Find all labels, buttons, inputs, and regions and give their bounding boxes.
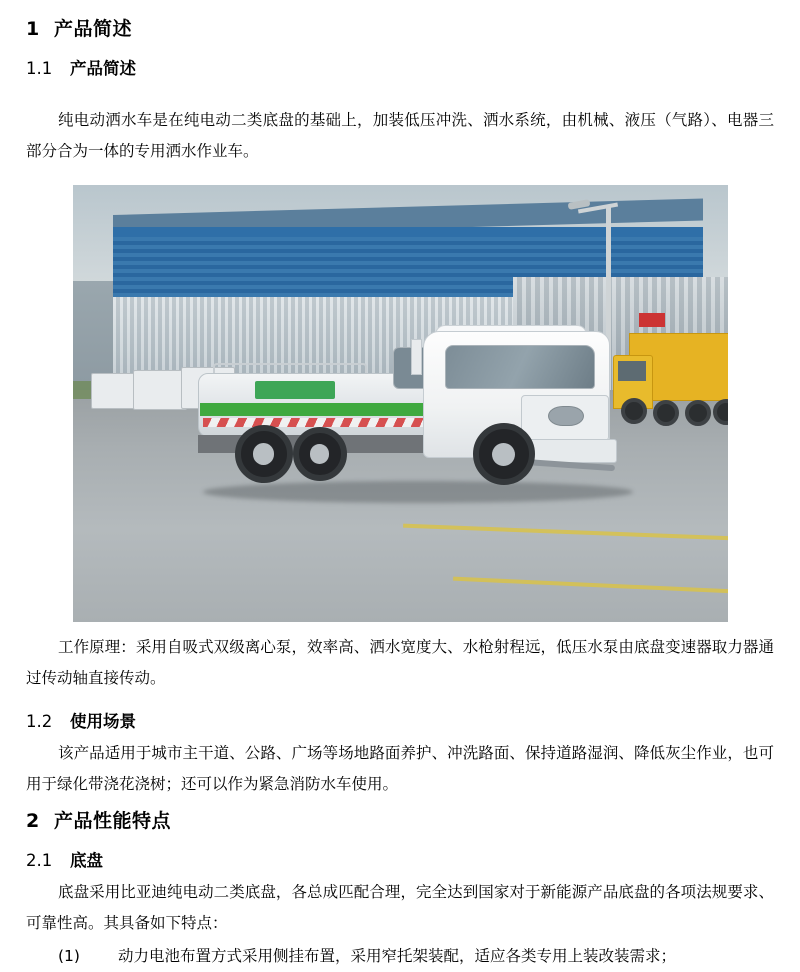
figure-caption-working-principle: 工作原理：采用自吸式双级离心泵，效率高、洒水宽度大、水枪射程远，低压水泵由底盘变速器取力器通过传动轴直接传动。 bbox=[26, 638, 774, 687]
cab-windshield bbox=[445, 345, 595, 389]
rear-wheel bbox=[235, 425, 293, 483]
dump-truck-wheel bbox=[685, 400, 711, 426]
heading-1-2-number: 1.2 bbox=[26, 712, 53, 731]
heading-1-2-usage-scenarios bbox=[26, 708, 774, 732]
heading-1-1-number: 1.1 bbox=[26, 59, 53, 78]
heading-2-1-number: 2.1 bbox=[26, 851, 53, 870]
figure-sprinkler-truck bbox=[26, 185, 774, 622]
truck-shadow bbox=[203, 481, 633, 503]
heading-2-1-chassis bbox=[26, 847, 774, 871]
tank-reflective-stripes bbox=[203, 418, 423, 427]
tank-green-stripe bbox=[200, 403, 426, 416]
tank-logo bbox=[255, 381, 335, 399]
heading-2-1-title: 底盘 bbox=[70, 851, 103, 870]
wheel-hub bbox=[310, 444, 329, 463]
sprinkler-truck bbox=[143, 303, 663, 518]
heading-1-number: 1 bbox=[26, 18, 40, 40]
brand-badge bbox=[548, 406, 584, 426]
paragraph-usage-scenarios: 该产品适用于城市主干道、公路、广场等场地路面养护、冲洗路面、保持道路湿润、降低灰尘作业，也可用于绿化带浇花浇树；还可以作为紧急消防水车使用。 bbox=[26, 744, 774, 793]
heading-1-1-product-overview bbox=[26, 55, 774, 79]
heading-1-2-title: 使用场景 bbox=[70, 712, 136, 731]
front-wheel bbox=[473, 423, 535, 485]
wheel-hub bbox=[492, 443, 515, 466]
wheel-hub bbox=[253, 443, 274, 464]
heading-1-title: 产品简述 bbox=[54, 18, 133, 40]
truck-photograph bbox=[73, 185, 728, 622]
heading-2-title: 产品性能特点 bbox=[54, 810, 172, 832]
background-vehicle bbox=[91, 373, 139, 409]
paragraph-chassis-description: 底盘采用比亚迪纯电动二类底盘，各总成匹配合理，完全达到国家对于新能源产品底盘的各项法规要求、可靠性高。其具备如下特点： bbox=[26, 883, 774, 932]
heading-1-1-title: 产品简述 bbox=[70, 59, 136, 78]
heading-1-product-overview bbox=[26, 14, 774, 41]
heading-2-number: 2 bbox=[26, 810, 40, 832]
list-item-text: 动力电池布置方式采用侧挂布置，采用窄托架装配，适应各类专用上装改装需求； bbox=[117, 947, 676, 965]
heading-2-product-performance bbox=[26, 806, 774, 833]
list-item-marker: (1) bbox=[58, 947, 80, 965]
paragraph-product-description: 纯电动洒水车是在纯电动二类底盘的基础上，加装低压冲洗、洒水系统，由机械、液压（气路）、电器三部分合为一体的专用洒水作业车。 bbox=[26, 111, 774, 160]
list-item bbox=[26, 941, 774, 972]
side-mirror bbox=[411, 339, 422, 375]
rear-wheel bbox=[293, 427, 347, 481]
